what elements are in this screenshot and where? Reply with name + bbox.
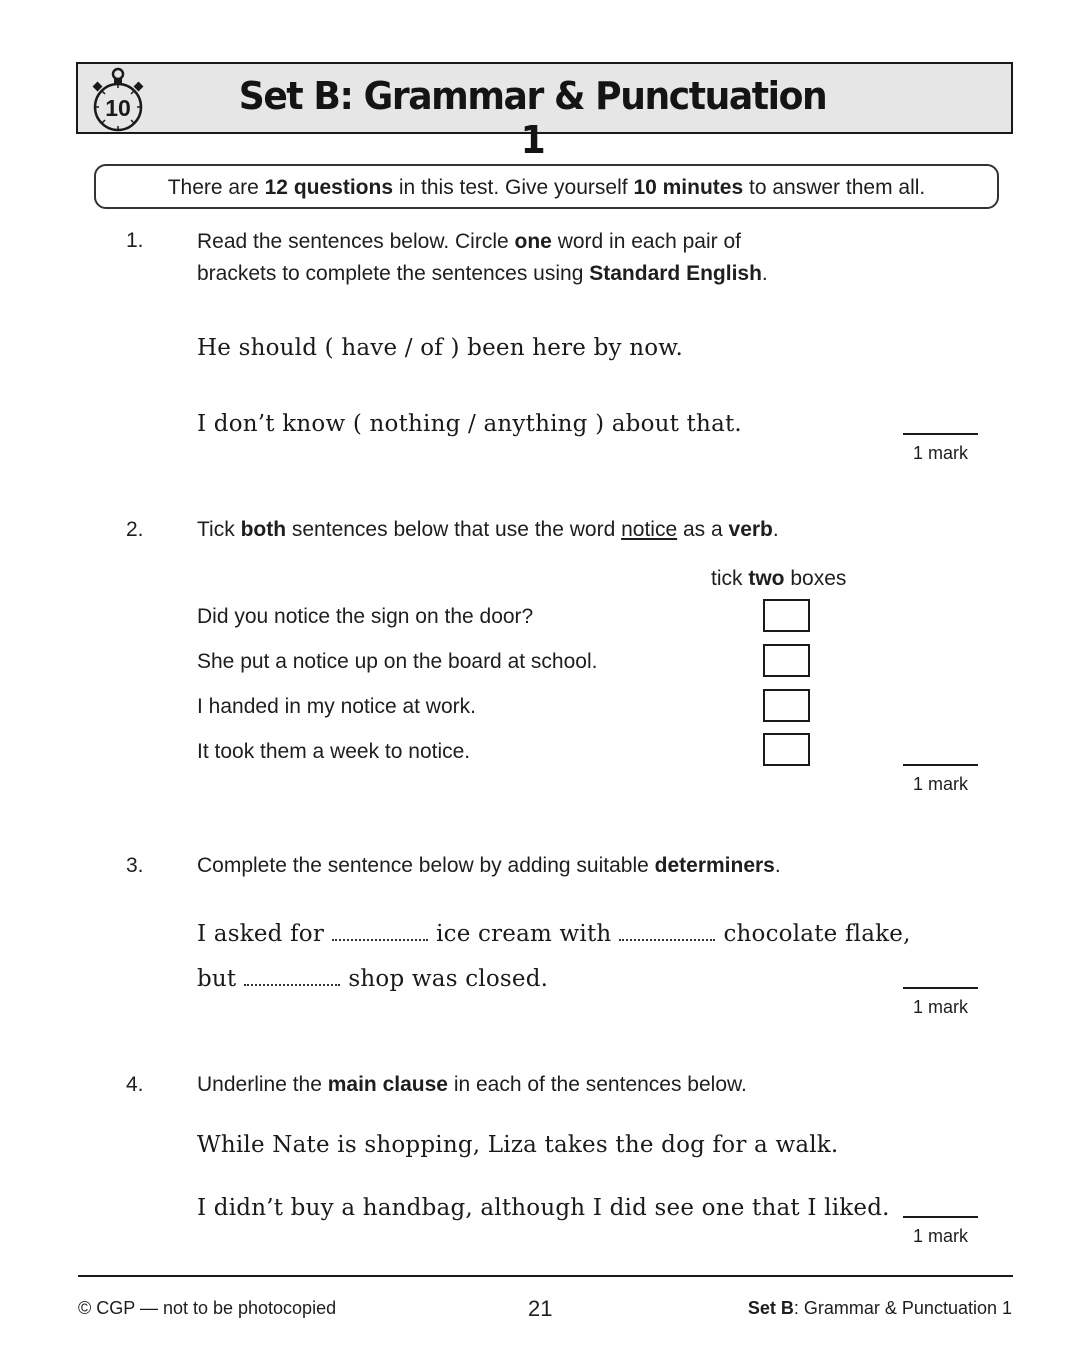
mark-allocation [903, 433, 978, 464]
question-number: 2. [126, 518, 144, 541]
question-number: 4. [126, 1073, 144, 1096]
fill-in-sentence: but shop was closed. [197, 966, 549, 992]
sentence-with-choice[interactable]: He should ( have / of ) been here by now. [197, 335, 683, 361]
intro-box [94, 164, 999, 209]
mark-allocation [903, 1216, 978, 1247]
page-number: 21 [528, 1296, 553, 1321]
copyright-notice: © CGP — not to be photocopied [78, 1298, 337, 1318]
mark-label: 1 mark [912, 774, 968, 794]
option-text: She put a notice up on the board at school. [197, 650, 598, 673]
question-instruction: Read the sentences below. Circle one word in each pair of brackets to complete the sentences using Standard English. [197, 230, 768, 285]
stopwatch-icon [88, 66, 148, 132]
question-number: 3. [126, 854, 144, 877]
mark-line [903, 1216, 978, 1218]
tick-box[interactable] [763, 733, 810, 766]
mark-label: 1 mark [912, 443, 968, 463]
blank-answer-field[interactable] [244, 968, 340, 986]
underlined-word: notice [621, 518, 678, 541]
option-text: It took them a week to notice. [197, 740, 471, 763]
timer-minutes: 10 [105, 95, 131, 121]
mark-line [903, 433, 978, 435]
mark-line [903, 987, 978, 989]
mark-line [903, 764, 978, 766]
sentence-with-choice[interactable]: I don’t know ( nothing / anything ) about that. [197, 411, 742, 437]
intro-time-limit: 10 minutes [633, 176, 744, 199]
question-instruction: Tick both sentences below that use the word notice as a verb. [197, 518, 779, 541]
tick-box[interactable] [763, 689, 810, 722]
title-banner [76, 62, 1013, 162]
question-instruction: Underline the main clause in each of the sentences below. [197, 1073, 747, 1096]
fill-in-sentence: I asked for ice cream with chocolate flake, [197, 921, 911, 947]
tick-box[interactable] [763, 644, 810, 677]
mark-label: 1 mark [912, 1226, 968, 1246]
tick-box[interactable] [763, 599, 810, 632]
question-number: 1. [126, 229, 144, 252]
page-title: Set B: Grammar & Punctuation 1 [238, 74, 827, 162]
question-instruction: Complete the sentence below by adding suitable determiners. [197, 854, 781, 877]
intro-text: to answer them all. [743, 176, 926, 199]
mark-label: 1 mark [912, 997, 968, 1017]
sentence-to-underline[interactable]: I didn’t buy a handbag, although I did see one that I liked. [197, 1195, 890, 1221]
intro-text: in this test. Give yourself [393, 176, 634, 199]
intro-question-count: 12 questions [264, 176, 393, 199]
intro-text: There are [167, 176, 265, 199]
footer-divider [78, 1275, 1013, 1277]
footer-set-title: Set B: Grammar & Punctuation 1 [747, 1298, 1012, 1318]
mark-allocation [903, 987, 978, 1018]
option-text: I handed in my notice at work. [197, 695, 476, 718]
blank-answer-field[interactable] [619, 923, 715, 941]
tick-hint: tick two boxes [711, 567, 847, 590]
mark-allocation [903, 764, 978, 795]
sentence-to-underline[interactable]: While Nate is shopping, Liza takes the dog for a walk. [197, 1132, 839, 1158]
blank-answer-field[interactable] [332, 923, 428, 941]
option-text: Did you notice the sign on the door? [197, 605, 534, 628]
